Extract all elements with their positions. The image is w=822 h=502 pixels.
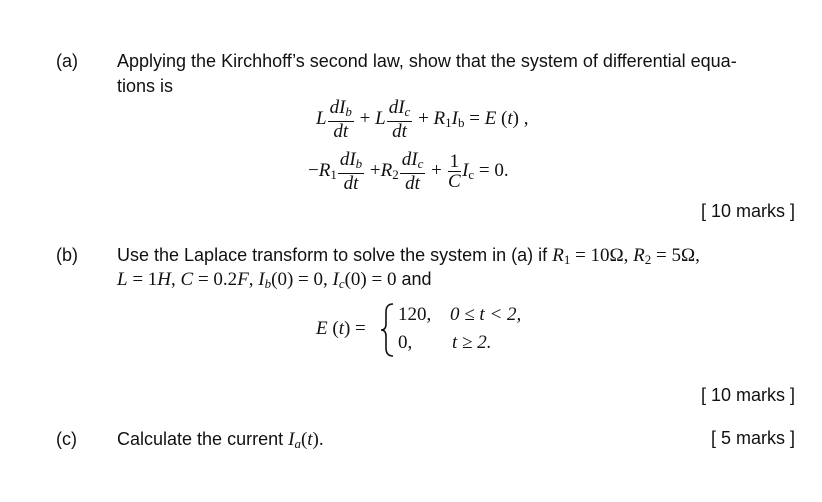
part-a-marks: [ 10 marks ] [700, 201, 795, 221]
part-b-text: Use the Laplace transform to solve the system in (a) if [117, 245, 548, 265]
part-a-label: (a) [56, 51, 78, 71]
part-c-text: Calculate the current [117, 429, 284, 449]
part-b-text-line1: Use the Laplace transform to solve the system in (a) if $R_1 = 10\Omega$, $R_2 = 5\Omega$, [117, 245, 700, 267]
part-c-marks: [ 5 marks ] [710, 428, 795, 448]
part-c-label: (c) [56, 429, 77, 449]
piecewise-label: E (t) = [316, 318, 366, 339]
piece-1-condition: 0 ≤ t < 2, [450, 304, 522, 325]
part-b-text-line2: L = 1H, C = 0.2F, $I_b(0) = 0$, $I_c(0) = 0$ and [117, 269, 432, 291]
part-a-text-line2: tions is [117, 76, 174, 96]
part-a-text-line1: Applying the Kirchhoff’s second law, show that the system of differential equa- [117, 51, 737, 71]
piece-1-value: 120, [398, 304, 432, 325]
part-b-and: and [401, 269, 432, 289]
part-b-label: (b) [56, 245, 78, 265]
piecewise-brace [380, 302, 396, 358]
piece-2-value: 0, [398, 332, 413, 353]
piece-2-condition: t ≥ 2. [452, 332, 492, 353]
part-c-text-line: Calculate the current $I_a(t)$. [117, 429, 324, 451]
part-b-marks: [ 10 marks ] [700, 385, 795, 405]
equation-1: L $\frac{dI_b}{dt}$ + L $\frac{dI_c}{dt}$ + $R_1I_b = E$ (t) , [316, 97, 529, 142]
equation-2: $-R_1$ $\frac{dI_b}{dt}$ $+R_2$ $\frac{dI_c}{dt}$ + $\frac{1}{C}$ $I_c = 0$. [308, 149, 509, 194]
